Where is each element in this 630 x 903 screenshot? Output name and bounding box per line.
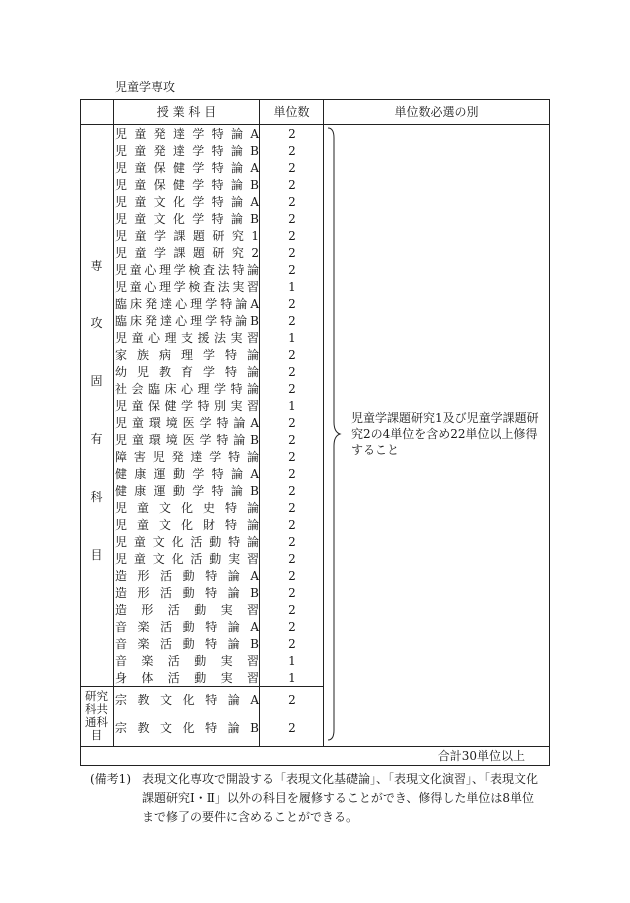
course-units: 2: [288, 212, 296, 226]
course-name: 幼児教育学特論: [115, 365, 259, 379]
total-units: 合計30単位以上: [437, 749, 525, 763]
course-units: 2: [288, 314, 296, 328]
course-units: 2: [288, 535, 296, 549]
note: [90, 770, 540, 824]
course-units: 2: [288, 518, 296, 532]
course-name: 児童環境医学特論B: [115, 433, 259, 447]
course-name: 音楽活動特論B: [115, 637, 259, 651]
course-name: 児童保健学特論A: [115, 161, 259, 175]
course-name: 造形活動特論B: [115, 586, 259, 600]
course-units: 1: [288, 671, 296, 685]
course-name: 造形活動実習: [115, 603, 259, 617]
course-units: 2: [288, 569, 296, 583]
course-name: 臨床発達心理学特論B: [115, 314, 259, 328]
course-units: 2: [288, 433, 296, 447]
course-name: 児童発達学特論B: [115, 144, 259, 158]
course-name: 障害児発達学特論: [115, 450, 259, 464]
course-units: 2: [288, 620, 296, 634]
course-units: 2: [288, 450, 296, 464]
grid-line: [113, 100, 114, 746]
course-name: 健康運動学特論B: [115, 484, 259, 498]
common-course-units: 2: [288, 693, 296, 707]
course-name: 児童学課題研究1: [115, 229, 259, 243]
course-name: 児童心理学検査法特論: [115, 263, 259, 277]
course-units: 2: [288, 552, 296, 566]
course-name: 児童文化財特論: [115, 518, 259, 532]
course-name: 児童保健学特別実習: [115, 399, 259, 413]
course-table: [80, 99, 550, 766]
category-char: 固: [90, 374, 103, 388]
section-title: 児童学専攻: [115, 80, 176, 94]
course-name: 社会臨床心理学特論: [115, 382, 259, 396]
common-course-units: 2: [288, 721, 296, 735]
course-name: 児童文化学特論B: [115, 212, 259, 226]
brace-icon: [324, 126, 348, 742]
header-selection: 単位数必選の別: [394, 105, 479, 119]
course-units: 1: [288, 399, 296, 413]
course-units: 1: [288, 331, 296, 345]
course-name: 児童保健学特論B: [115, 178, 259, 192]
course-name: 児童学課題研究2: [115, 246, 259, 260]
course-name: 児童文化活動実習: [115, 552, 259, 566]
course-units: 2: [288, 178, 296, 192]
course-name: 児童心理学検査法実習: [115, 280, 259, 294]
course-name: 造形活動特論A: [115, 569, 259, 583]
course-units: 1: [288, 654, 296, 668]
course-name: 児童文化史特論: [115, 501, 259, 515]
course-units: 2: [288, 416, 296, 430]
course-units: 2: [288, 246, 296, 260]
course-name: 家族病理学特論: [115, 348, 259, 362]
course-name: 児童文化学特論A: [115, 195, 259, 209]
course-name: 音楽活動特論A: [115, 620, 259, 634]
course-units: 2: [288, 348, 296, 362]
course-units: 1: [288, 280, 296, 294]
course-units: 2: [288, 501, 296, 515]
course-units: 2: [288, 484, 296, 498]
note-label: (備考1): [90, 772, 131, 786]
category-char: 目: [90, 548, 103, 562]
course-units: 2: [288, 586, 296, 600]
course-units: 2: [288, 382, 296, 396]
category-char: 専: [90, 259, 103, 273]
course-units: 2: [288, 467, 296, 481]
common-course-name: 宗教文化特論B: [115, 721, 259, 735]
course-units: 2: [288, 603, 296, 617]
course-name: 音楽活動実習: [115, 654, 259, 668]
header-subject: 授 業 科 目: [156, 105, 217, 119]
course-name: 児童発達学特論A: [115, 127, 259, 141]
course-units: 2: [288, 637, 296, 651]
common-course-name: 宗教文化特論A: [115, 693, 259, 707]
course-units: 2: [288, 263, 296, 277]
course-units: 2: [288, 127, 296, 141]
category-char: 攻: [90, 316, 103, 330]
category-char: 科: [90, 490, 103, 504]
course-name: 身体活動実習: [115, 671, 259, 685]
course-units: 2: [288, 161, 296, 175]
course-name: 児童環境医学特論A: [115, 416, 259, 430]
course-name: 児童文化活動特論: [115, 535, 259, 549]
note-text: 表現文化専攻で開設する「表現文化基礎論」、「表現文化演習」、「表現文化課題研究Ⅰ・Ⅱ」以外の科目を履修することができ、修得した単位は8単位まで修了の要件に含めることができる。: [142, 772, 539, 824]
grid-line: [81, 124, 549, 125]
category-char: 有: [90, 432, 103, 446]
header-units: 単位数: [273, 105, 310, 119]
course-units: 2: [288, 144, 296, 158]
course-name: 臨床発達心理学特論A: [115, 297, 259, 311]
course-units: 2: [288, 365, 296, 379]
course-name: 児童心理支援法実習: [115, 331, 259, 345]
course-name: 健康運動学特論A: [115, 467, 259, 481]
requirement-text: 児童学課題研究1及び児童学課題研究2の4単位を含め22単位以上修得すること: [351, 411, 539, 457]
category-common: 研究科共通科目: [85, 689, 108, 742]
course-units: 2: [288, 297, 296, 311]
grid-line: [259, 100, 260, 746]
course-units: 2: [288, 229, 296, 243]
course-units: 2: [288, 195, 296, 209]
